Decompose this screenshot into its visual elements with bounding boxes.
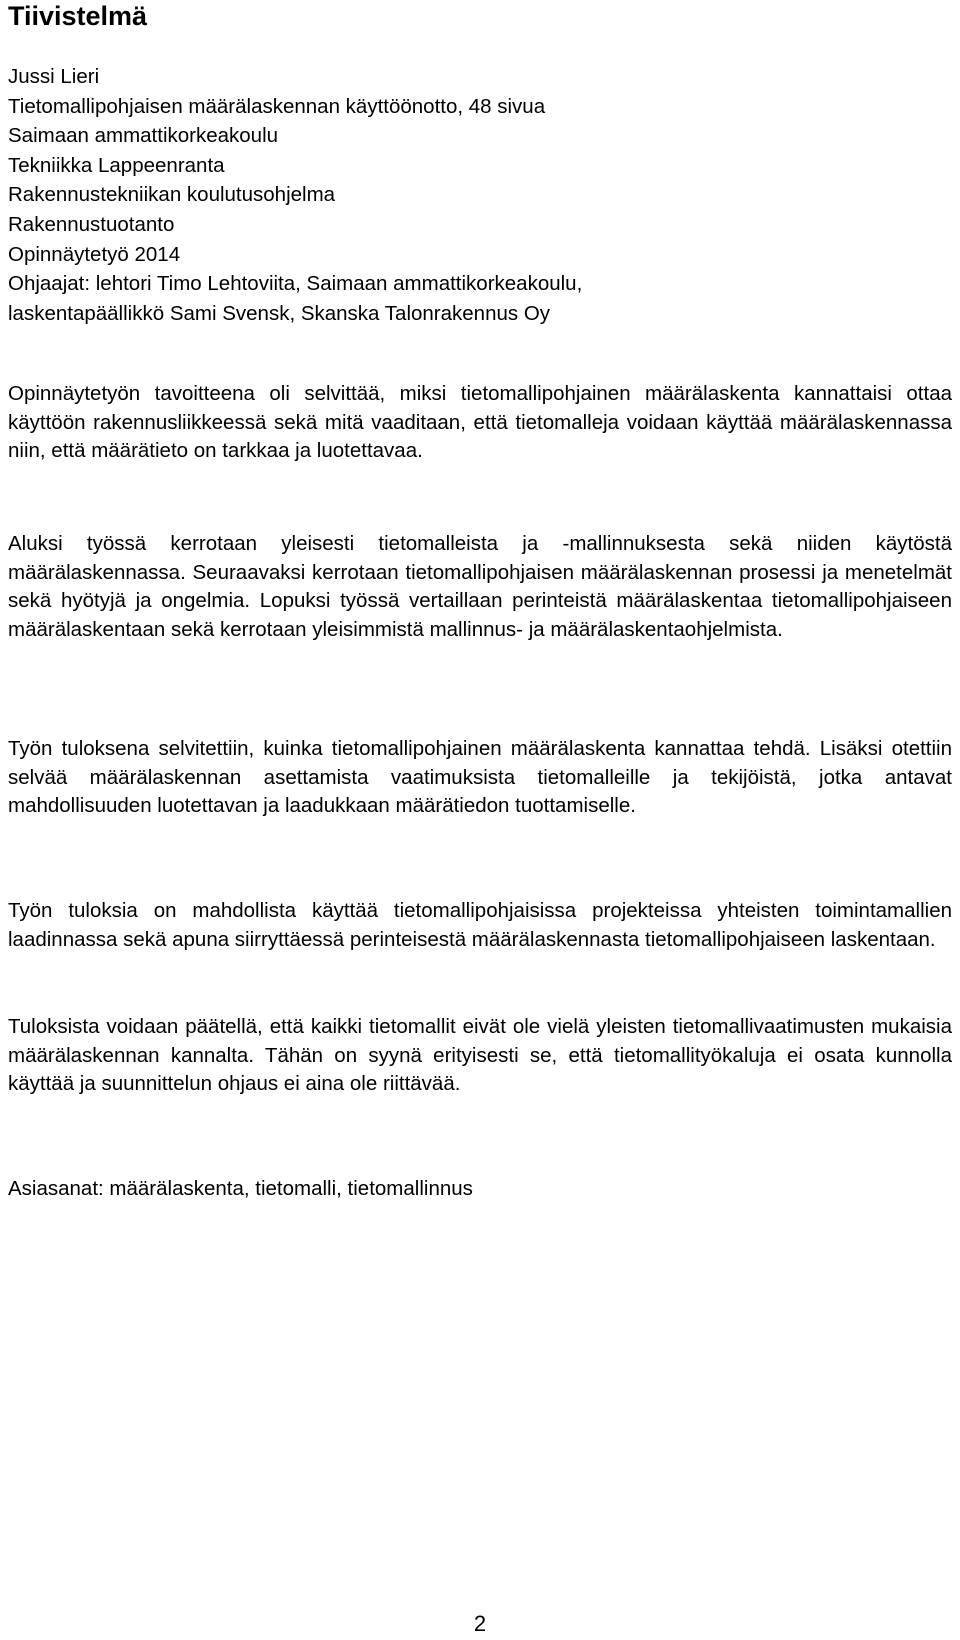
page-number: 2 — [473, 1611, 487, 1636]
degree-programme: Rakennustekniikan koulutusohjelma — [8, 183, 336, 207]
thesis-year: Opinnäytetyö 2014 — [8, 242, 181, 266]
school-name: Saimaan ammattikorkeakoulu — [8, 124, 279, 148]
thesis-title: Tietomallipohjaisen määrälaskennan käyttöönotto, 48 sivua — [8, 94, 546, 118]
abstract-paragraph-objective: Opinnäytetyön tavoitteena oli selvittää, miksi tietomallipohjainen määrälaskenta kannattaisi ottaa käyttöön rakennusliikkeessä sekä mitä vaaditaan, että tietomalleja voidaan käyttää määrälaskennassa niin, että määrätieto on tarkkaa ja luotettavaa. — [8, 382, 952, 463]
abstract-paragraph-applications: Työn tuloksia on mahdollista käyttää tietomallipohjaisissa projekteissa yhteisten toimintamallien laadinnassa sekä apuna siirryttäessä perinteisestä määrälaskennasta tietomallipohjaiseen laskentaan. — [8, 899, 952, 951]
abstract-paragraph-conclusions: Tuloksista voidaan päätellä, että kaikki tietomallit eivät ole vielä yleisten tietomallivaatimusten mukaisia määrälaskennan kannalta. Tähän on syynä erityisesti se, että tietomallityökaluja ei osata kunnolla käyttää ja suunnittelun ohjaus ei aina ole riittävää. — [8, 1015, 952, 1096]
thesis-metadata — [8, 62, 952, 328]
document-page — [8, 0, 952, 1200]
supervisors-line-1: Ohjaajat: lehtori Timo Lehtoviita, Saimaan ammattikorkeakoulu, — [8, 272, 583, 296]
school-unit: Tekniikka Lappeenranta — [8, 153, 225, 177]
specialization: Rakennustuotanto — [8, 212, 175, 236]
page-title: Tiivistelmä — [8, 1, 148, 31]
abstract-paragraph-contents: Aluksi työssä kerrotaan yleisesti tietomalleista ja -mallinnuksesta sekä niiden käytöstä määrälaskennassa. Seuraavaksi kerrotaan tietomallipohjaisen määrälaskennan prosessi ja menetelmät sekä hyötyjä ja ongelmia. Lopuksi työssä vertaillaan perinteistä määrälaskentaa tietomallipohjaiseen määrälaskentaan sekä kerrotaan yleisimmistä mallinnus- ja määrälaskentaohjelmista. — [8, 532, 952, 642]
keywords: Asiasanat: määrälaskenta, tietomalli, tietomallinnus — [8, 1177, 473, 1200]
author-name: Jussi Lieri — [8, 65, 100, 88]
abstract-paragraph-results: Työn tuloksena selvitettiin, kuinka tietomallipohjainen määrälaskenta kannattaa tehdä. Lisäksi otettiin selvää määrälaskennan asettamista vaatimuksista tietomalleille ja tekijöistä, jotka antavat mahdollisuuden luotettavan ja laadukkaan määrätiedon tuottamiselle. — [8, 737, 952, 818]
supervisors-line-2: laskentapäällikkö Sami Svensk, Skanska Talonrakennus Oy — [8, 301, 551, 325]
